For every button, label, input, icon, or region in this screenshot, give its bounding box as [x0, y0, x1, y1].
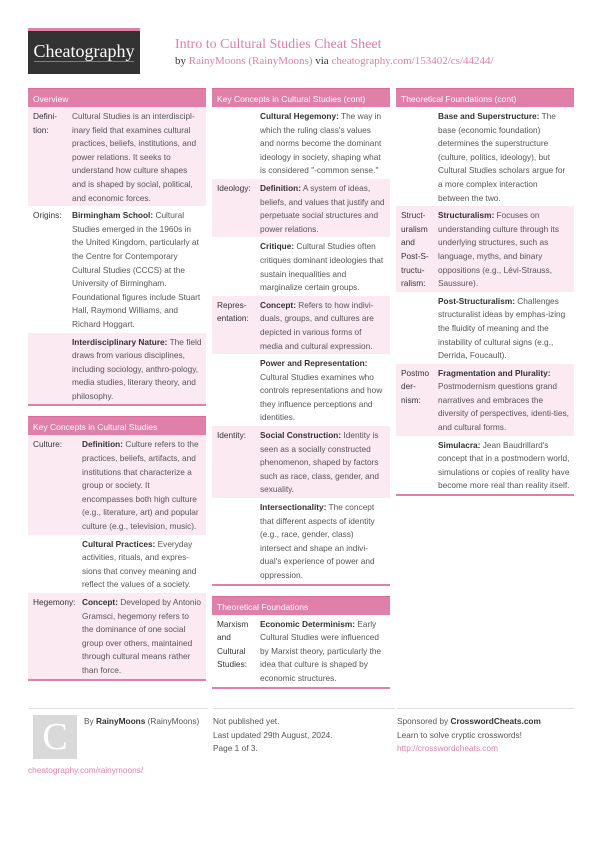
row-key: [212, 240, 256, 294]
table-row: [212, 179, 390, 237]
sponsor-name: CrosswordCheats.com: [450, 716, 541, 726]
row-key: [212, 501, 256, 583]
table-row: [28, 107, 206, 206]
table-row: [396, 107, 574, 206]
row-text: The way in which the ruling class's values and norms become the dominant ideology in society, shaping what is considered "-common sense.": [260, 111, 382, 176]
row-text: Postmodernism questions grand narratives and embraces the diversity of perspectives, identi-ties, and cultural forms.: [438, 381, 569, 433]
table-row: [28, 206, 206, 332]
row-value: [256, 501, 390, 583]
row-text: The base (economic foundation) determines the superstructure (culture, politics, ideology), but Cultural Studies scholars argue for a more complex interaction between the two.: [438, 111, 566, 203]
row-value: [256, 240, 390, 294]
by-prefix: by: [175, 55, 186, 67]
section-key-concepts: [28, 416, 206, 680]
row-key: [212, 357, 256, 425]
row-term: Power and Representation:: [260, 358, 368, 369]
row-value: [256, 299, 390, 353]
row-term: Fragmentation and Plurality:: [438, 367, 551, 378]
row-key: [396, 439, 434, 493]
table-row: [212, 426, 390, 498]
row-key: Culture:: [33, 439, 63, 450]
section-overview: [28, 88, 206, 406]
row-term: Cultural Practices:: [82, 538, 156, 549]
row-value: [434, 439, 574, 493]
footer-by: [84, 715, 199, 729]
row-text: Everyday activities, rituals, and expres-sions that convey meaning and reflect the values of a society.: [82, 538, 197, 590]
row-key: Defini-tion:: [33, 111, 57, 135]
row-key: Hegemony:: [33, 597, 76, 607]
table-row: [28, 435, 206, 534]
section-key-concepts-cont: [212, 88, 390, 586]
sponsor-link[interactable]: http://crosswordcheats.com: [397, 743, 498, 754]
footer-status: [213, 708, 395, 756]
row-term: Concept:: [260, 299, 296, 310]
row-text: Identity is seen as a socially constructed phenomenon, shaped by factors such as race, class, gender, and sexuality.: [260, 430, 379, 495]
sponsor-tagline: Learn to solve cryptic crosswords!: [397, 729, 522, 740]
row-value: [256, 357, 390, 425]
row-value: [434, 110, 574, 205]
table-row: [212, 107, 390, 179]
section-title: Key Concepts in Cultural Studies: [28, 416, 206, 435]
row-value: [78, 538, 206, 592]
publish-status: Not published yet.: [213, 716, 280, 726]
row-text: Developed by Antonio Gramsci, hegemony refers to the dominance of one social group over others, maintained through cultural means rather than force.: [82, 597, 201, 675]
row-term: Concept:: [82, 597, 118, 607]
row-term: Birmingham School:: [72, 210, 154, 221]
avatar[interactable]: C: [33, 715, 77, 759]
row-value: [68, 110, 206, 205]
logo-text: Cheatography: [33, 41, 135, 61]
table-row: [28, 593, 206, 679]
row-text: Cultural Studies is an interdiscipl-inary field that examines cultural practices, beliefs, institutions, and power relations. It seeks to understand how culture shapes and is shaped by social, political, and economic forces.: [72, 111, 197, 203]
row-key: Struct-uralism and Post-S-tructu-ralism:: [401, 210, 429, 289]
sheet-url-link[interactable]: cheatography.com/153402/cs/44244/: [331, 55, 494, 67]
author-username: (RainyMoons): [145, 716, 200, 726]
sponsor-prefix: Sponsored by: [397, 716, 451, 726]
row-text: Challenges structuralist ideas by emphas-izing the fluidity of meaning and the instability of cultural signs (e.g., Derrida, Foucault).: [438, 295, 566, 361]
row-key: [396, 295, 434, 363]
byline: [175, 53, 494, 69]
row-key: Marxism and Cultural Studies:: [217, 618, 249, 670]
row-key: Identity:: [217, 430, 247, 441]
row-key: [396, 110, 434, 205]
last-updated: Last updated 29th August, 2024.: [213, 729, 333, 740]
row-text: Cultural Studies often critiques dominant ideologies that sustain inequalities and marginalize certain groups.: [260, 241, 384, 293]
row-term: Critique:: [260, 241, 295, 252]
row-value: [434, 295, 574, 363]
row-key: Postmo der-nism:: [401, 367, 430, 405]
row-value: [68, 209, 206, 331]
row-value: [434, 209, 574, 291]
row-text: A system of ideas, beliefs, and values that justify and perpetuate social structures and power relations.: [260, 182, 385, 234]
row-term: Cultural Hegemony:: [260, 111, 339, 121]
row-key: Origins:: [33, 210, 62, 221]
author-name-link[interactable]: RainyMoons: [96, 716, 146, 726]
table-row: [212, 296, 390, 354]
sponsor-line: [397, 715, 574, 729]
title-block: [175, 37, 494, 69]
row-term: Base and Superstructure:: [438, 111, 540, 121]
row-term: Intersectionality:: [260, 502, 327, 513]
table-row: [28, 535, 206, 593]
row-text: Cultural Studies emerged in the 1960s in the United Kingdom, particularly at the Centre for Contemporary Cultural Studies (CCCS) at the University of Birmingham. Foundational figures include Stuart Hall, Raymond Williams, and Richard Hoggart.: [72, 210, 201, 329]
row-text: Early Cultural Studies were influenced by Marxist theory, particularly the idea that culture is shaped by economic structures.: [260, 618, 382, 683]
footer-sponsor: [397, 708, 574, 756]
row-key: [28, 336, 68, 404]
row-value: [68, 336, 206, 404]
row-text: Jean Baudrillard's concept that in a postmodern world, simulations or copies of reality have become more real than reality itself.: [438, 439, 570, 491]
section-theoretical-foundations-cont: [396, 88, 574, 496]
table-row: [212, 498, 390, 584]
row-term: Social Construction:: [260, 430, 342, 441]
row-text: Cultural Studies examines who controls representations and how they influence perceptions and identities.: [260, 371, 383, 423]
column-2: [212, 88, 390, 699]
row-text: Culture refers to the practices, beliefs, artifacts, and institutions that characterize a group or society. It encompasses both high culture (e.g., literature, art) and popular culture (e.g., television, music).: [82, 439, 199, 532]
via-text: via: [315, 55, 329, 67]
footer-author: [28, 708, 208, 775]
row-value: [78, 596, 206, 678]
author-link[interactable]: RainyMoons (RainyMoons): [188, 55, 313, 67]
table-row: [396, 436, 574, 494]
row-value: [256, 618, 390, 686]
row-value: [256, 182, 390, 236]
column-3: [396, 88, 574, 506]
row-term: Definition:: [260, 182, 302, 193]
page-number: Page 1 of 3.: [213, 743, 258, 754]
section-title: Theoretical Foundations (cont): [396, 88, 574, 107]
table-row: [28, 333, 206, 405]
row-text: The field draws from various disciplines, including sociology, anthro-pology, media studies, literary theory, and philosophy.: [72, 336, 202, 401]
section-title: Theoretical Foundations: [212, 596, 390, 615]
row-value: [256, 110, 390, 178]
table-row: [212, 615, 390, 687]
row-term: Post-Structuralism:: [438, 295, 515, 306]
row-value: [78, 438, 206, 533]
section-theoretical-foundations: [212, 596, 390, 689]
row-text: Focuses on understanding culture through its underlying structures, such as language, myths, and binary oppositions (e.g., Lévi-Strauss, Saussure).: [438, 210, 559, 289]
row-key: Ideology:: [217, 182, 251, 193]
row-value: [434, 367, 574, 435]
row-key: [212, 110, 256, 178]
row-value: [256, 429, 390, 497]
table-row: [396, 364, 574, 436]
row-text: Refers to how indivi-duals, groups, and cultures are depicted in various forms of media and cultural expression.: [260, 299, 374, 351]
row-term: Economic Determinism:: [260, 618, 355, 629]
table-row: [212, 237, 390, 295]
cheatography-logo[interactable]: [28, 28, 140, 74]
table-row: [396, 206, 574, 292]
page-title: Intro to Cultural Studies Cheat Sheet: [175, 37, 382, 52]
by-prefix: By: [84, 716, 96, 726]
profile-link[interactable]: cheatography.com/rainymoons/: [28, 765, 144, 775]
row-term: Simulacra:: [438, 439, 481, 450]
row-text: The concept that different aspects of identity (e.g., race, gender, class) intersect and shape an indivi-dual's experience of power and oppression.: [260, 502, 375, 580]
row-term: Structuralism:: [438, 210, 495, 221]
row-term: Interdisciplinary Nature:: [72, 336, 168, 347]
row-key: [28, 538, 78, 592]
row-key: Repres-entation:: [217, 299, 249, 324]
table-row: [212, 354, 390, 426]
row-term: Definition:: [82, 439, 124, 450]
section-title: Overview: [28, 88, 206, 107]
section-title: Key Concepts in Cultural Studies (cont): [212, 88, 390, 107]
column-1: [28, 88, 206, 691]
table-row: [396, 292, 574, 364]
